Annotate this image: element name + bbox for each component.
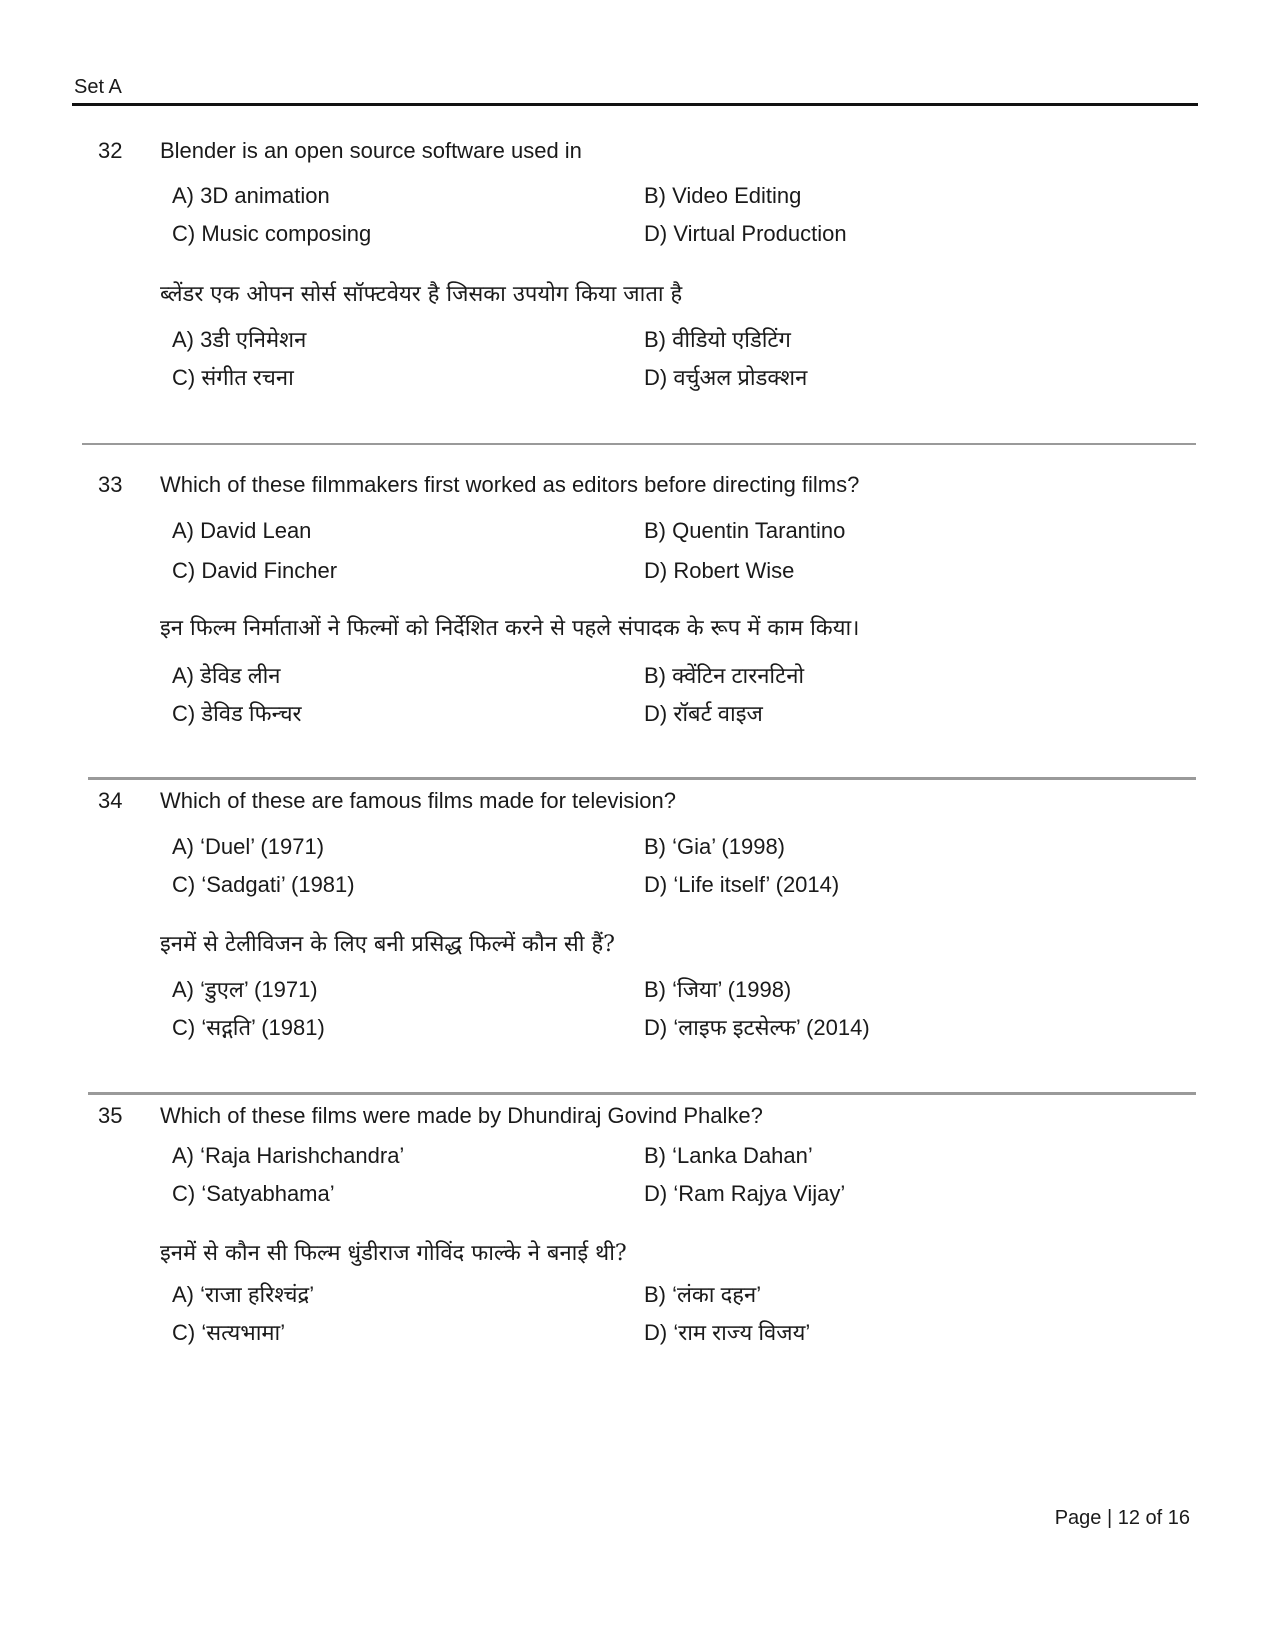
option-a-hi: A) ‘राजा हरिश्चंद्र’ bbox=[172, 1282, 315, 1307]
option-c-hi: C) डेविड फिन्चर bbox=[172, 701, 302, 726]
question-number: 32 bbox=[98, 138, 123, 163]
option-c-en: C) Music composing bbox=[172, 221, 372, 246]
option-a-en: A) ‘Raja Harishchandra’ bbox=[172, 1143, 405, 1168]
option-d-hi: D) वर्चुअल प्रोडक्शन bbox=[644, 365, 808, 390]
option-b-hi: B) क्वेंटिन टारनटिनो bbox=[644, 663, 805, 688]
question-text-hi: ब्लेंडर एक ओपन सोर्स सॉफ्टवेयर है जिसका उपयोग किया जाता है bbox=[160, 282, 683, 307]
option-b-en: B) ‘Lanka Dahan’ bbox=[644, 1143, 813, 1168]
option-a-en: A) David Lean bbox=[172, 518, 312, 543]
option-b-hi: B) वीडियो एडिटिंग bbox=[644, 327, 791, 352]
option-d-en: D) Virtual Production bbox=[644, 221, 847, 246]
option-d-en: D) ‘Ram Rajya Vijay’ bbox=[644, 1181, 846, 1206]
option-c-hi: C) ‘सत्यभामा’ bbox=[172, 1320, 286, 1345]
question-text-en: Blender is an open source software used in bbox=[160, 138, 582, 163]
page-header bbox=[72, 72, 1198, 106]
option-c-hi: C) संगीत रचना bbox=[172, 365, 294, 390]
option-b-hi: B) ‘जिया’ (1998) bbox=[644, 977, 792, 1002]
option-c-en: C) ‘Satyabhama’ bbox=[172, 1181, 335, 1206]
page-number: Page | 12 of 16 bbox=[1054, 1507, 1190, 1529]
option-b-hi: B) ‘लंका दहन’ bbox=[644, 1282, 762, 1307]
question-number: 34 bbox=[98, 788, 123, 813]
question-number: 33 bbox=[98, 472, 123, 497]
option-b-en: B) Video Editing bbox=[644, 183, 802, 208]
option-a-en: A) ‘Duel’ (1971) bbox=[172, 834, 325, 859]
question-number: 35 bbox=[98, 1103, 123, 1128]
option-a-hi: A) 3डी एनिमेशन bbox=[172, 327, 307, 352]
question-text-en: Which of these films were made by Dhundiraj Govind Phalke? bbox=[160, 1103, 763, 1128]
option-a-en: A) 3D animation bbox=[172, 183, 330, 208]
question-divider bbox=[82, 443, 1196, 445]
question-text-hi: इनमें से कौन सी फिल्म धुंडीराज गोविंद फाल्के ने बनाई थी? bbox=[160, 1241, 627, 1266]
question-text-hi: इन फिल्म निर्माताओं ने फिल्मों को निर्देशित करने से पहले संपादक के रूप में काम किया। bbox=[160, 616, 860, 641]
option-c-en: C) David Fincher bbox=[172, 558, 338, 583]
option-d-hi: D) रॉबर्ट वाइज bbox=[644, 701, 763, 726]
set-label: Set A bbox=[74, 76, 122, 98]
question-text-en: Which of these are famous films made for television? bbox=[160, 788, 677, 813]
question-divider bbox=[88, 777, 1196, 780]
option-d-hi: D) ‘राम राज्य विजय’ bbox=[644, 1320, 811, 1345]
option-d-en: D) ‘Life itself’ (2014) bbox=[644, 872, 840, 897]
question-text-en: Which of these filmmakers first worked as editors before directing films? bbox=[160, 472, 860, 497]
option-a-hi: A) डेविड लीन bbox=[172, 663, 281, 688]
question-divider bbox=[88, 1092, 1196, 1095]
question-text-hi: इनमें से टेलीविजन के लिए बनी प्रसिद्ध फिल्में कौन सी हैं? bbox=[160, 932, 615, 957]
option-d-hi: D) ‘लाइफ इटसेल्फ’ (2014) bbox=[644, 1015, 870, 1040]
option-b-en: B) Quentin Tarantino bbox=[644, 518, 846, 543]
option-c-hi: C) ‘सद्गति’ (1981) bbox=[172, 1015, 325, 1040]
option-d-en: D) Robert Wise bbox=[644, 558, 795, 583]
option-a-hi: A) ‘डुएल’ (1971) bbox=[172, 977, 318, 1002]
option-b-en: B) ‘Gia’ (1998) bbox=[644, 834, 786, 859]
option-c-en: C) ‘Sadgati’ (1981) bbox=[172, 872, 355, 897]
